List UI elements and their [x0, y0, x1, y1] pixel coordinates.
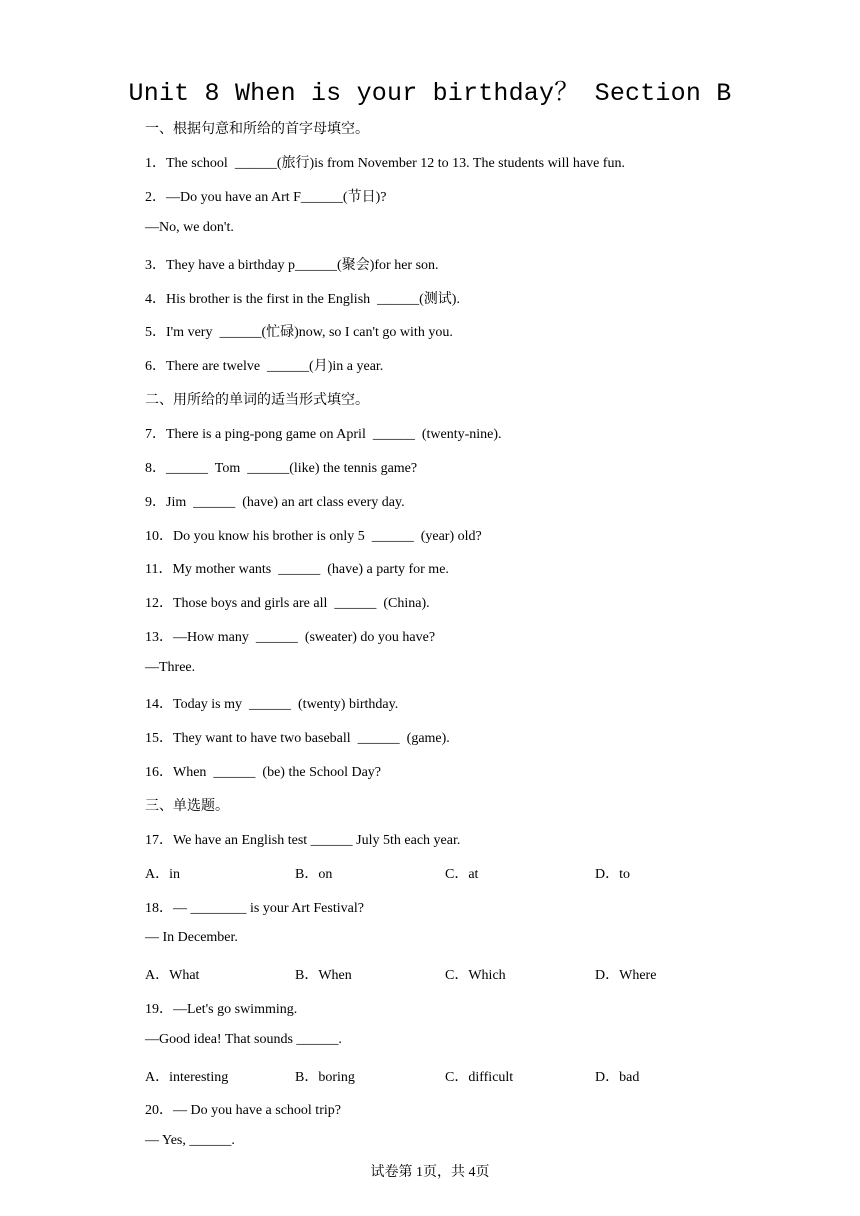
q19-option-b[interactable]: B．boring: [295, 1070, 355, 1085]
page-title: Unit 8 When is your birthday？ Section B: [128, 79, 732, 108]
q18-option-b[interactable]: B．When: [295, 968, 352, 983]
question-8: 8．______ Tom ______(like) the tennis game?: [145, 461, 418, 476]
q18-option-d[interactable]: D．Where: [595, 968, 657, 983]
section-heading-2: 二、用所给的单词的适当形式填空。: [145, 393, 369, 408]
question-4: 4．His brother is the first in the English ______(测试).: [145, 292, 460, 307]
question-5: 5．I'm very ______(忙碌)now, so I can't go with you.: [145, 325, 453, 340]
q17-option-d[interactable]: D．to: [595, 867, 630, 882]
q19-option-a[interactable]: A．interesting: [145, 1070, 229, 1085]
question-17: 17．We have an English test ______ July 5th each year.: [145, 833, 461, 848]
question-9: 9．Jim ______ (have) an art class every day.: [145, 495, 405, 510]
question-10: 10．Do you know his brother is only 5 ______ (year) old?: [145, 529, 482, 544]
q19-option-d[interactable]: D．bad: [595, 1070, 640, 1085]
question-13: 13．—How many ______ (sweater) do you have?: [145, 630, 436, 645]
q17-option-c[interactable]: C．at: [445, 867, 479, 882]
question-12: 12．Those boys and girls are all ______ (China).: [145, 596, 430, 611]
q18-option-a[interactable]: A．What: [145, 968, 200, 983]
section-heading-3: 三、单选题。: [145, 799, 229, 814]
question-20-answer: — Yes, ______.: [145, 1133, 235, 1148]
question-19-answer: —Good idea! That sounds ______.: [145, 1032, 342, 1047]
q17-option-b[interactable]: B．on: [295, 867, 333, 882]
question-18-answer: — In December.: [145, 930, 238, 945]
question-2: 2．—Do you have an Art F______(节日)?: [145, 190, 387, 205]
question-15: 15．They want to have two baseball ______ (game).: [145, 731, 450, 746]
q18-option-c[interactable]: C．Which: [445, 968, 506, 983]
question-6: 6．There are twelve ______(月)in a year.: [145, 359, 384, 374]
question-11: 11．My mother wants ______ (have) a party for me.: [145, 562, 449, 577]
question-19: 19．—Let's go swimming.: [145, 1002, 298, 1017]
question-13-answer: —Three.: [145, 660, 196, 675]
q19-option-c[interactable]: C．difficult: [445, 1070, 514, 1085]
question-20: 20．— Do you have a school trip?: [145, 1103, 341, 1118]
question-16: 16．When ______ (be) the School Day?: [145, 765, 381, 780]
question-18: 18．— ________ is your Art Festival?: [145, 901, 364, 916]
section-heading-1: 一、根据句意和所给的首字母填空。: [145, 122, 369, 137]
question-3: 3．They have a birthday p______(聚会)for her son.: [145, 258, 439, 273]
question-7: 7．There is a ping-pong game on April ______ (twenty-nine).: [145, 427, 502, 442]
page-footer: 试卷第 1页，共 4页: [370, 1165, 490, 1180]
q17-option-a[interactable]: A．in: [145, 867, 180, 882]
question-2-answer: —No, we don't.: [145, 220, 234, 235]
question-14: 14．Today is my ______ (twenty) birthday.: [145, 697, 399, 712]
question-1: 1．The school ______(旅行)is from November 12 to 13. The students will have fun.: [145, 156, 625, 171]
